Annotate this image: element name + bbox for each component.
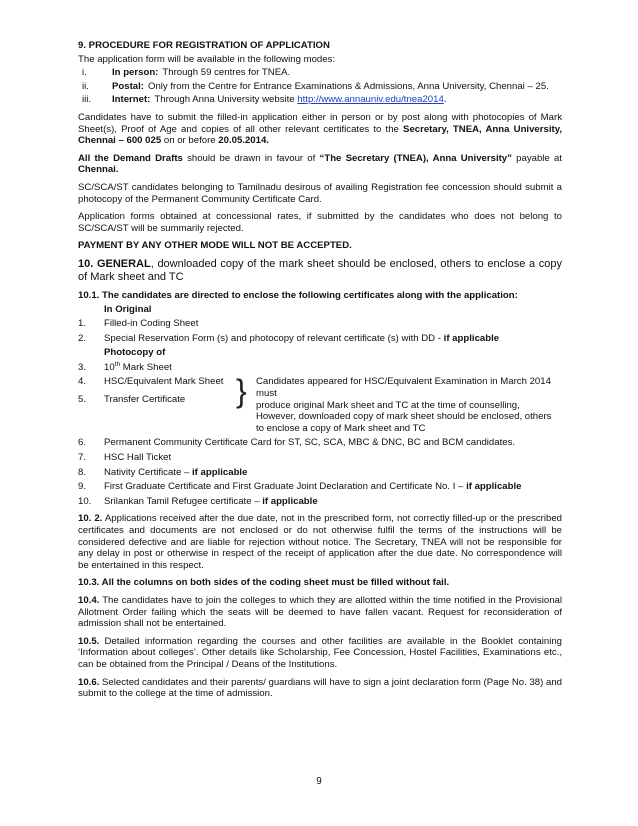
item-text: 10	[104, 361, 115, 373]
item-text: Srilankan Tamil Refugee certificate –	[104, 495, 263, 507]
item-text: Transfer Certificate	[104, 394, 186, 406]
payment-notice: PAYMENT BY ANY OTHER MODE WILL NOT BE ACCEPTED.	[78, 240, 352, 252]
item-text: HSC/Equivalent Mark Sheet	[104, 376, 224, 388]
list-item	[78, 394, 236, 406]
brace-note-line: produce original Mark sheet and TC at the time of counselling, However, downloaded copy of mark sheet should be enclosed, others to enclose a copy of Mark sheet and TC	[256, 399, 552, 434]
list-item	[78, 437, 562, 449]
clause-text: Applications received after the due date, not in the prescribed form, not correctly filled-up or the prescribed certificates and documents are not enclosed or do not otherwise fulfil the terms of the instructions will be considered defective and are liable for rejection without notice. The Secretary, TNEA will not be responsible for any delay in post or otherwise in respect of the receipt of application after the due date. No correspondence will be entertained in this respect.	[78, 513, 563, 571]
mode-internet	[78, 94, 562, 106]
item-number: 1.	[78, 318, 87, 330]
rejection-paragraph: Application forms obtained at concessional rates, if submitted by the candidates who does not belong to SC/SCA/ST will be summarily rejected.	[78, 211, 562, 234]
item-condition: if applicable	[466, 481, 522, 493]
text-run: All the Demand Drafts	[78, 152, 183, 164]
section-9-heading: 9. PROCEDURE FOR REGISTRATION OF APPLICATION	[78, 40, 330, 51]
modes-list	[78, 67, 562, 106]
mode-text: Through Anna University website	[154, 94, 295, 106]
list-item	[78, 481, 562, 493]
clause-text: The candidates have to join the colleges to which they are allotted within the time notified in the Provisional Allotment Order failing which the seats will be deemed to have fallen vacant. Request for reconsideration of admission shall not be entertained.	[78, 594, 562, 630]
item-text: Mark Sheet	[120, 361, 172, 373]
right-brace-icon: }	[236, 373, 247, 410]
clause-text: Detailed information regarding the courses and other facilities are available in the Booklet containing ‘Information about colleges’. Other details like Scholarship, Fee Concession, Hostel Facilities, Examinations etc., can be obtained from the Principal / Deans of the Institutions.	[78, 635, 562, 670]
clause-number: 10.4.	[78, 594, 100, 606]
list-item	[78, 452, 562, 464]
section-10-3: 10.3. All the columns on both sides of the coding sheet must be filled without fail.	[78, 577, 450, 589]
section-10-5	[78, 636, 562, 671]
mode-label: Internet:	[112, 94, 151, 106]
item-text: Filled-in Coding Sheet	[104, 318, 199, 330]
mode-text-end: .	[443, 94, 447, 106]
submission-paragraph	[78, 112, 562, 147]
clause-number: 10.5.	[78, 635, 100, 647]
list-item	[78, 333, 562, 345]
superscript: th	[114, 360, 121, 368]
page-number: 9	[316, 776, 322, 787]
list-item	[78, 467, 562, 479]
due-date-text: 20.05.2014.	[218, 135, 269, 147]
item-text: Permanent Community Certificate Card for ST, SC, SCA, MBC & DNC, BC and BCM candidates.	[104, 437, 516, 449]
tnea-website-link[interactable]: http://www.annauniv.edu/tnea2014	[297, 94, 444, 106]
item-number: 8.	[78, 466, 87, 478]
list-item	[78, 496, 562, 508]
item-number: 3.	[78, 361, 87, 373]
brace-note-line: Candidates appeared for HSC/Equivalent Examination in March 2014 must	[256, 376, 551, 400]
clause-text: Selected candidates and their parents/ guardians will have to sign a joint declaration form (Page No. 38) and submit to the college at the time of admission.	[78, 676, 562, 700]
payee-text: “The Secretary (TNEA), Anna University”	[319, 152, 512, 164]
mode-number: i.	[82, 67, 87, 79]
item-number: 5.	[78, 394, 87, 406]
item-number: 10.	[78, 495, 92, 507]
in-original-label: In Original	[104, 303, 152, 315]
section-10-4	[78, 595, 562, 630]
item-text: HSC Hall Ticket	[104, 452, 172, 464]
certificate-list	[78, 304, 562, 508]
section-10-label: 10. GENERAL	[78, 257, 151, 270]
clause-number: 10.6.	[78, 676, 100, 688]
item-number: 9.	[78, 481, 87, 493]
list-item	[78, 318, 562, 330]
mode-in-person	[78, 67, 562, 79]
address-text: Secretary, TNEA, Anna University, Chennai – 600 025	[78, 123, 562, 147]
mode-number: iii.	[82, 94, 92, 106]
item-condition: if applicable	[191, 466, 248, 478]
item-condition: if applicable	[262, 495, 318, 507]
brace-group	[78, 373, 562, 434]
mode-postal	[78, 81, 562, 93]
demand-draft-paragraph	[78, 153, 562, 176]
list-item	[78, 362, 562, 374]
text-run: Candidates have to submit the filled-in application either in person or by post along with photocopies of Mark Sheet(s), Proof of Age and copies of all other relevant certificates to the	[78, 111, 562, 135]
concession-paragraph: SC/SCA/ST candidates belonging to Tamilnadu desirous of availing Registration fee concession should submit a photocopy of the Permanent Community Certificate Card.	[78, 181, 562, 205]
text-run: Chennai.	[78, 164, 119, 176]
item-number: 2.	[78, 332, 87, 344]
item-text: Special Reservation Form (s) and photocopy of relevant certificate (s) with DD -	[104, 332, 444, 344]
item-condition: if applicable	[443, 332, 500, 344]
item-number: 6.	[78, 437, 87, 449]
section-10-heading	[78, 258, 562, 284]
mode-text: Through 59 centres for TNEA.	[162, 67, 291, 79]
item-text: Nativity Certificate –	[104, 466, 192, 478]
text-run: on or before	[161, 135, 219, 147]
clause-number: 10. 2.	[78, 513, 103, 525]
text-run: , downloaded copy of the mark sheet should be enclosed, others to enclose a copy of Mark sheet and TC	[78, 257, 562, 283]
photocopy-label: Photocopy of	[104, 347, 166, 359]
mode-label: Postal:	[112, 80, 144, 92]
brace-note	[256, 376, 562, 434]
mode-label: In person:	[112, 67, 159, 79]
section-10-6	[78, 677, 562, 700]
brace-items	[78, 376, 236, 434]
item-number: 4.	[78, 376, 87, 388]
item-number: 7.	[78, 452, 87, 464]
text-run: payable at	[511, 152, 562, 164]
section-9-intro: The application form will be available in the following modes:	[78, 53, 336, 65]
item-text: First Graduate Certificate and First Graduate Joint Declaration and Certificate No. I –	[104, 481, 467, 493]
section-10-1-heading: 10.1. The candidates are directed to enclose the following certificates along with the application:	[78, 289, 518, 301]
text-run: should be drawn in favour of	[182, 152, 320, 164]
mode-text: Only from the Centre for Entrance Examinations & Admissions, Anna University, Chennai – 25.	[148, 80, 549, 92]
document-page	[78, 40, 562, 706]
section-10-2	[78, 513, 562, 571]
list-item	[78, 376, 236, 388]
mode-number: ii.	[82, 80, 89, 92]
